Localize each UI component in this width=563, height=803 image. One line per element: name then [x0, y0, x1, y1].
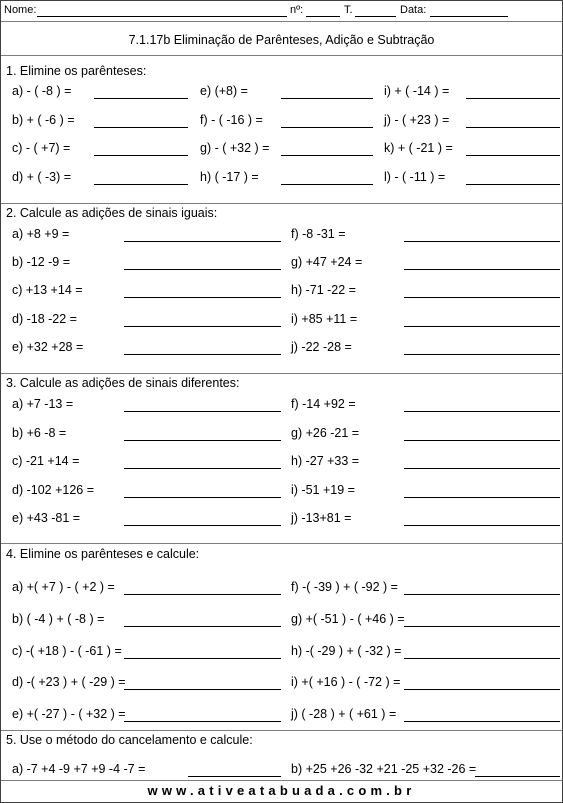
exercise-label: g) +47 +24 = — [291, 255, 363, 269]
exercise-label: f) -( -39 ) + ( -92 ) = — [291, 580, 398, 594]
answer-blank[interactable] — [475, 776, 560, 777]
answer-blank[interactable] — [124, 411, 281, 412]
answer-blank[interactable] — [124, 269, 281, 270]
answer-blank[interactable] — [404, 269, 560, 270]
answer-blank[interactable] — [281, 155, 373, 156]
exercise-label: c) +13 +14 = — [12, 283, 83, 297]
divider — [1, 55, 562, 56]
exercise-label: d) -18 -22 = — [12, 312, 77, 326]
name-field[interactable] — [37, 16, 287, 17]
exercise-label: j) ( -28 ) + ( +61 ) = — [291, 707, 397, 721]
exercise-label: c) -21 +14 = — [12, 454, 80, 468]
answer-blank[interactable] — [281, 98, 373, 99]
exercise-label: b) +6 -8 = — [12, 426, 67, 440]
exercise-label: j) -13+81 = — [291, 511, 352, 525]
answer-blank[interactable] — [404, 297, 560, 298]
answer-blank[interactable] — [124, 326, 281, 327]
answer-blank[interactable] — [124, 594, 281, 595]
divider — [1, 21, 562, 22]
answer-blank[interactable] — [124, 658, 281, 659]
divider — [1, 373, 562, 374]
answer-blank[interactable] — [404, 525, 560, 526]
exercise-label: d) -( +23 ) + ( -29 ) = — [12, 675, 126, 689]
answer-blank[interactable] — [404, 594, 560, 595]
answer-blank[interactable] — [124, 241, 281, 242]
answer-blank[interactable] — [94, 184, 188, 185]
number-field[interactable] — [306, 16, 340, 17]
site-footer: www.ativeatabuada.com.br — [147, 783, 416, 798]
exercise-label: i) -51 +19 = — [291, 483, 355, 497]
exercise-label: g) +( -51 ) - ( +46 ) = — [291, 612, 405, 626]
exercise-label: h) -27 +33 = — [291, 454, 360, 468]
divider — [1, 203, 562, 204]
answer-blank[interactable] — [466, 98, 560, 99]
exercise-label: a) - ( -8 ) = — [12, 84, 72, 98]
answer-blank[interactable] — [466, 127, 560, 128]
answer-blank[interactable] — [466, 184, 560, 185]
date-field[interactable] — [430, 16, 508, 17]
exercise-label: h) -( -29 ) + ( -32 ) = — [291, 644, 402, 658]
exercise-label: i) +85 +11 = — [291, 312, 358, 326]
class-label: T. — [344, 4, 353, 16]
exercise-label: j) -22 -28 = — [291, 340, 352, 354]
divider — [1, 780, 562, 781]
answer-blank[interactable] — [404, 497, 560, 498]
exercise-label: g) +26 -21 = — [291, 426, 360, 440]
answer-blank[interactable] — [94, 127, 188, 128]
exercise-label: i) + ( -14 ) = — [384, 84, 450, 98]
answer-blank[interactable] — [124, 689, 281, 690]
answer-blank[interactable] — [94, 155, 188, 156]
exercise-label: f) - ( -16 ) = — [200, 113, 263, 127]
answer-blank[interactable] — [124, 497, 281, 498]
section-heading: 4. Elimine os parênteses e calcule: — [6, 547, 200, 561]
answer-blank[interactable] — [404, 689, 560, 690]
exercise-label: e) (+8) = — [200, 84, 248, 98]
answer-blank[interactable] — [281, 184, 373, 185]
exercise-label: b) ( -4 ) + ( -8 ) = — [12, 612, 105, 626]
exercise-label: e) +43 -81 = — [12, 511, 81, 525]
section-heading: 1. Elimine os parênteses: — [6, 64, 147, 78]
answer-blank[interactable] — [124, 626, 281, 627]
answer-blank[interactable] — [188, 776, 281, 777]
answer-blank[interactable] — [124, 440, 281, 441]
divider — [1, 730, 562, 731]
page-title: 7.1.17b Eliminação de Parênteses, Adição e Subtração — [128, 33, 435, 47]
exercise-label: a) -7 +4 -9 +7 +9 -4 -7 = — [12, 762, 146, 776]
section-heading: 3. Calcule as adições de sinais diferentes: — [6, 376, 240, 390]
exercise-label: d) + ( -3) = — [12, 170, 72, 184]
answer-blank[interactable] — [124, 468, 281, 469]
exercise-label: d) -102 +126 = — [12, 483, 95, 497]
exercise-label: j) - ( +23 ) = — [384, 113, 450, 127]
answer-blank[interactable] — [404, 440, 560, 441]
exercise-label: c) -( +18 ) - ( -61 ) = — [12, 644, 122, 658]
divider — [1, 543, 562, 544]
exercise-label: e) +( -27 ) - ( +32 ) = — [12, 707, 126, 721]
exercise-label: a) +8 +9 = — [12, 227, 70, 241]
exercise-label: a) +7 -13 = — [12, 397, 74, 411]
answer-blank[interactable] — [404, 326, 560, 327]
date-label: Data: — [400, 4, 427, 16]
exercise-label: l) - ( -11 ) = — [384, 170, 446, 184]
exercise-label: e) +32 +28 = — [12, 340, 84, 354]
exercise-label: f) -14 +92 = — [291, 397, 356, 411]
exercise-label: a) +( +7 ) - ( +2 ) = — [12, 580, 115, 594]
exercise-label: h) ( -17 ) = — [200, 170, 259, 184]
exercise-label: k) + ( -21 ) = — [384, 141, 453, 155]
answer-blank[interactable] — [404, 354, 560, 355]
answer-blank[interactable] — [281, 127, 373, 128]
answer-blank[interactable] — [124, 721, 281, 722]
answer-blank[interactable] — [404, 658, 560, 659]
exercise-label: b) + ( -6 ) = — [12, 113, 75, 127]
exercise-label: b) +25 +26 -32 +21 -25 +32 -26 = — [291, 762, 477, 776]
exercise-label: f) -8 -31 = — [291, 227, 346, 241]
exercise-label: b) -12 -9 = — [12, 255, 71, 269]
answer-blank[interactable] — [94, 98, 188, 99]
answer-blank[interactable] — [124, 525, 281, 526]
answer-blank[interactable] — [404, 411, 560, 412]
class-field[interactable] — [355, 16, 396, 17]
answer-blank[interactable] — [404, 626, 560, 627]
answer-blank[interactable] — [124, 354, 281, 355]
answer-blank[interactable] — [124, 297, 281, 298]
answer-blank[interactable] — [404, 721, 560, 722]
exercise-label: c) - ( +7) = — [12, 141, 71, 155]
answer-blank[interactable] — [404, 241, 560, 242]
exercise-label: i) +( +16 ) - ( -72 ) = — [291, 675, 401, 689]
section-heading: 5. Use o método do cancelamento e calcule: — [6, 733, 253, 747]
exercise-label: g) - ( +32 ) = — [200, 141, 270, 155]
section-heading: 2. Calcule as adições de sinais iguais: — [6, 206, 218, 220]
name-label: Nome: — [4, 4, 37, 16]
answer-blank[interactable] — [404, 468, 560, 469]
exercise-label: h) -71 -22 = — [291, 283, 356, 297]
answer-blank[interactable] — [466, 155, 560, 156]
number-label: nº: — [290, 4, 304, 16]
